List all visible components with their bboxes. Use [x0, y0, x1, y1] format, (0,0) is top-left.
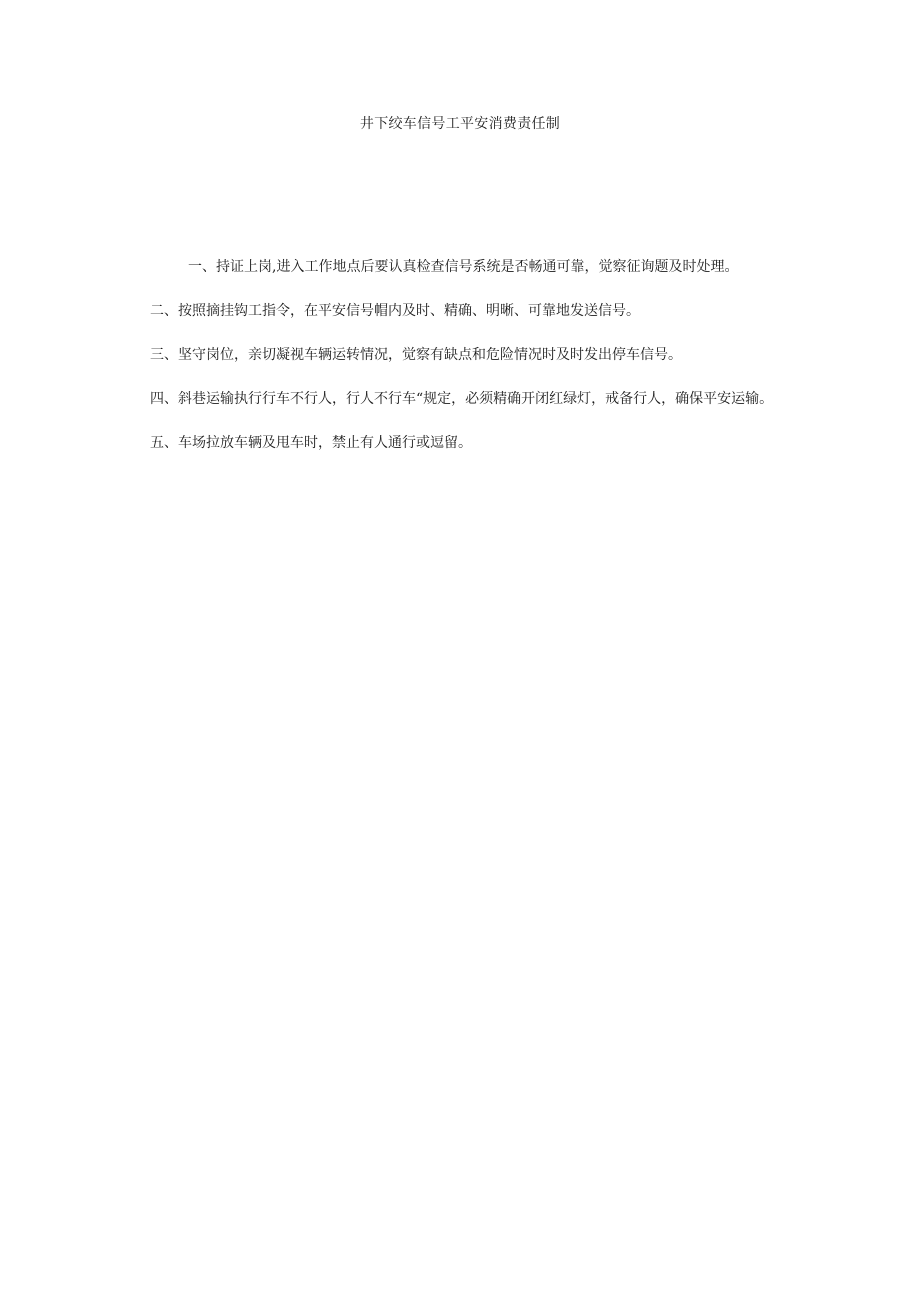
paragraph-3: 三、坚守岗位，亲切凝视车辆运转情况，觉察有缺点和危险情况时及时发出停车信号。	[150, 347, 682, 363]
paragraph-2: 二、按照摘挂钩工指令，在平安信号帽内及时、精确、明晰、可靠地发送信号。	[150, 303, 640, 319]
document-body	[138, 256, 794, 476]
document-title: 井下绞车信号工平安消费责任制	[359, 116, 561, 132]
paragraph-1: 一、持证上岗,进入工作地点后要认真检查信号系统是否畅通可靠，觉察征询题及时处理。	[188, 259, 739, 275]
paragraph-5: 五、车场拉放车辆及甩车时，禁止有人通行或逗留。	[150, 435, 472, 451]
paragraph-4: 四、斜巷运输执行行车不行人，行人不行车“规定，必须精确开闭红绿灯，戒备行人，确保平安运输。	[150, 391, 774, 407]
